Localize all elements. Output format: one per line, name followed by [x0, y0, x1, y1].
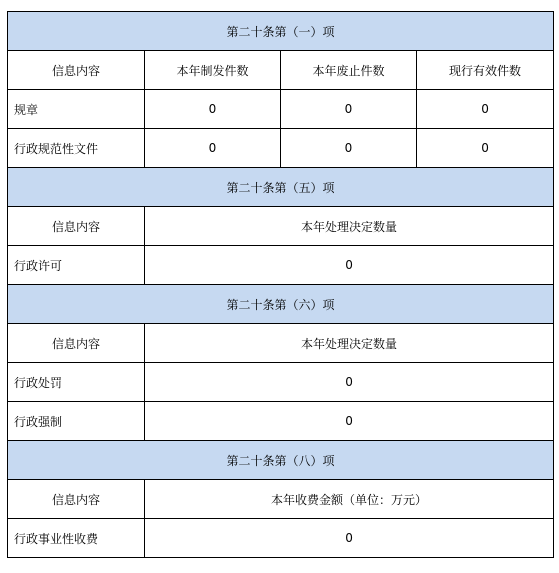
cell-value: 0 — [145, 90, 281, 129]
row-label: 行政处罚 — [8, 363, 145, 402]
column-header-decisions: 本年处理决定数量 — [145, 207, 554, 246]
table-row — [8, 363, 554, 402]
section-2-column-headers — [8, 207, 554, 246]
cell-value: 0 — [417, 90, 554, 129]
column-header-decisions: 本年处理决定数量 — [145, 324, 554, 363]
column-header-fee-amount: 本年收费金额（单位：万元） — [145, 480, 554, 519]
section-3-header-row — [8, 285, 554, 324]
row-label: 行政事业性收费 — [8, 519, 145, 558]
section-title: 第二十条第（六）项 — [8, 285, 554, 324]
cell-value: 0 — [145, 519, 554, 558]
disclosure-document — [7, 11, 553, 558]
section-title: 第二十条第（一）项 — [8, 12, 554, 51]
row-label: 行政许可 — [8, 246, 145, 285]
table-row — [8, 246, 554, 285]
row-label: 规章 — [8, 90, 145, 129]
column-header-info: 信息内容 — [8, 51, 145, 90]
cell-value: 0 — [281, 90, 417, 129]
cell-value: 0 — [145, 129, 281, 168]
section-4-column-headers — [8, 480, 554, 519]
column-header-info: 信息内容 — [8, 480, 145, 519]
column-header-info: 信息内容 — [8, 324, 145, 363]
column-header-info: 信息内容 — [8, 207, 145, 246]
section-title: 第二十条第（八）项 — [8, 441, 554, 480]
cell-value: 0 — [281, 129, 417, 168]
cell-value: 0 — [145, 246, 554, 285]
column-header-valid: 现行有效件数 — [417, 51, 554, 90]
column-header-issued: 本年制发件数 — [145, 51, 281, 90]
section-1-header-row — [8, 12, 554, 51]
section-3-column-headers — [8, 324, 554, 363]
table-row — [8, 519, 554, 558]
section-1-column-headers — [8, 51, 554, 90]
disclosure-table — [7, 11, 554, 558]
cell-value: 0 — [417, 129, 554, 168]
table-row — [8, 129, 554, 168]
table-row — [8, 402, 554, 441]
cell-value: 0 — [145, 363, 554, 402]
row-label: 行政规范性文件 — [8, 129, 145, 168]
section-2-header-row — [8, 168, 554, 207]
section-title: 第二十条第（五）项 — [8, 168, 554, 207]
section-4-header-row — [8, 441, 554, 480]
row-label: 行政强制 — [8, 402, 145, 441]
cell-value: 0 — [145, 402, 554, 441]
table-row — [8, 90, 554, 129]
column-header-repealed: 本年废止件数 — [281, 51, 417, 90]
